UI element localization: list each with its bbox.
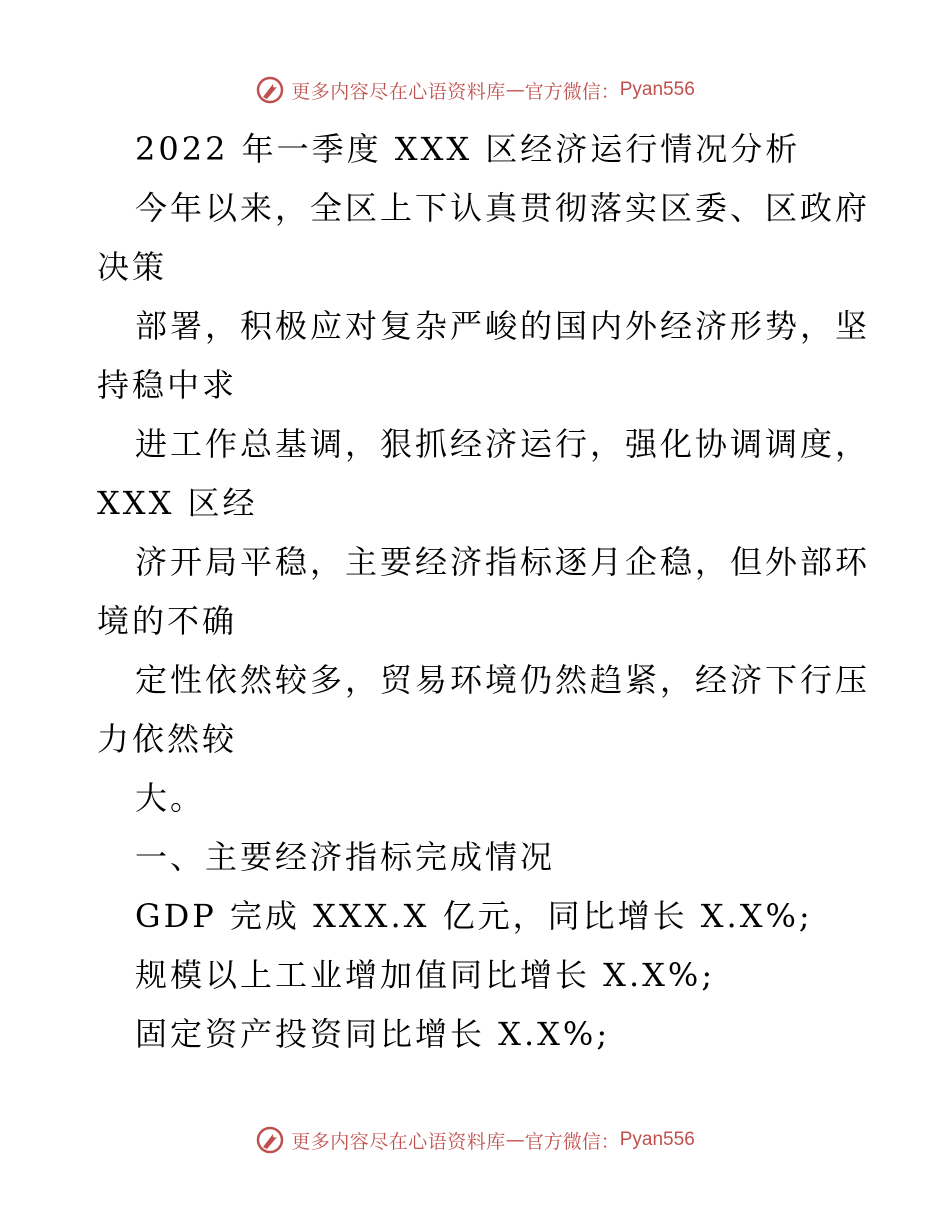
indicator-line: GDP 完成 XXX.X 亿元，同比增长 X.X%;: [135, 897, 813, 935]
header-watermark: [0, 70, 950, 110]
watermark-text: 更多内容尽在心语资料库: [291, 80, 506, 103]
footer-watermark: [0, 1120, 950, 1160]
paragraph-line: 济开局平稳，主要经济指标逐月企稳，但外部环: [135, 543, 871, 581]
paragraph-line: 境的不确: [97, 602, 238, 640]
paragraph-line: 定性依然较多，贸易环境仍然趋紧，经济下行压: [135, 661, 871, 699]
watermark-text: 更多内容尽在心语资料库: [291, 1130, 506, 1153]
document-body: [97, 120, 871, 1064]
paragraph-line: 决策: [97, 248, 168, 286]
watermark-wechat-label: 官方微信：: [524, 1130, 620, 1153]
paragraph-line: 力依然较: [97, 720, 238, 758]
document-title: 2022 年一季度 XXX 区经济运行情况分析: [135, 130, 801, 168]
pen-logo-icon: [255, 75, 285, 105]
watermark-separator: —: [505, 79, 525, 101]
paragraph-line: 部署，积极应对复杂严峻的国内外经济形势，坚: [135, 307, 871, 345]
section-heading: 一、主要经济指标完成情况: [135, 838, 556, 876]
paragraph-line: 持稳中求: [97, 366, 238, 404]
watermark-wechat-id: Pyan556: [619, 1129, 695, 1150]
watermark-wechat-id: Pyan556: [619, 79, 695, 100]
paragraph-line: 今年以来，全区上下认真贯彻落实区委、区政府: [135, 189, 871, 227]
paragraph-line: 进工作总基调，狠抓经济运行，强化协调调度，: [135, 425, 871, 463]
indicator-line: 规模以上工业增加值同比增长 X.X%;: [135, 956, 716, 994]
watermark-separator: —: [505, 1129, 525, 1151]
pen-logo-icon: [255, 1125, 285, 1155]
watermark-wechat-label: 官方微信：: [524, 80, 620, 103]
indicator-line: 固定资产投资同比增长 X.X%;: [135, 1015, 611, 1053]
paragraph-line: XXX 区经: [97, 484, 258, 522]
paragraph-line: 大。: [135, 779, 206, 817]
